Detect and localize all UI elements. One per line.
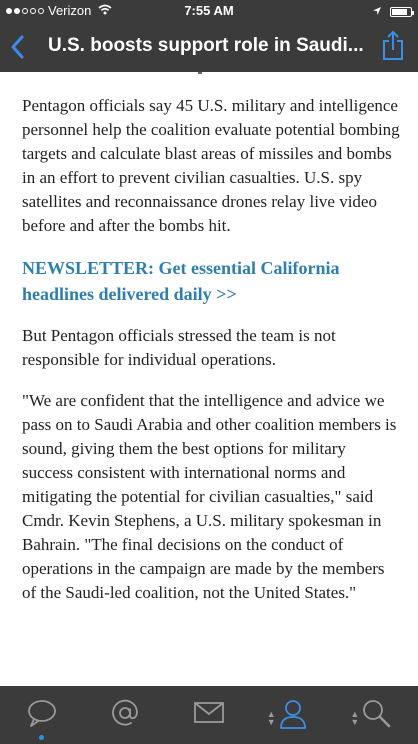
speech-bubble-icon [26,698,58,728]
tab-bar [0,686,418,744]
sort-arrows-icon: ▲ ▼ [266,709,276,727]
profile-tab[interactable] [251,686,335,744]
at-sign-icon [110,698,140,728]
search-tab[interactable] [334,686,418,744]
chevron-left-icon [6,32,30,62]
envelope-icon [193,698,225,728]
battery-icon [390,7,412,17]
navigation-bar [0,22,418,72]
location-arrow-icon [372,4,382,19]
article-paragraph: Pentagon officials say 45 U.S. military and intelligence personnel help the coalition evaluate potential bombing targets and calculate blast areas of missiles and bombs in an effort to prevent civilian casualties. U.S. spy satellites and reconnaissance drones relay live video before and after the bombs hit. [22,96,400,235]
conversations-tab[interactable] [0,686,84,744]
page-title: U.S. boosts support role in Saudi... [48,35,364,56]
messages-tab[interactable] [167,686,251,744]
share-button[interactable] [380,30,406,62]
article-paragraph: "We are confident that the intelligence and advice we pass on to Saudi Arabia and other coalition members is sound, giving them the best options for military success consistent with international norms and mitigating the potential for civilian casualties," said Cmdr. Kevin Stephens, a U.S. military spokesman in Bahrain. "The final decisions on the conduct of operations in the campaign are made by the members of the Saudi-led coalition, not the United States." [22,391,397,602]
sort-arrows-icon: ▲ ▼ [350,709,360,727]
mentions-tab[interactable] [84,686,168,744]
newsletter-link[interactable]: NEWSLETTER: Get essential California headlines delivered daily >> [22,258,340,304]
cropped-text-fragment [198,72,202,74]
active-tab-indicator [39,735,44,740]
carrier-name: Verizon [48,3,92,18]
status-indicators [372,4,412,19]
article-body [22,72,400,686]
magnifier-icon [361,698,391,728]
article-paragraph: But Pentagon officials stressed the team is not responsible for individual operations. [22,326,336,369]
status-time: 7:55 AM [184,3,234,18]
person-icon [278,698,308,730]
back-button[interactable] [6,32,30,62]
status-bar [0,0,418,22]
share-icon [380,30,406,62]
